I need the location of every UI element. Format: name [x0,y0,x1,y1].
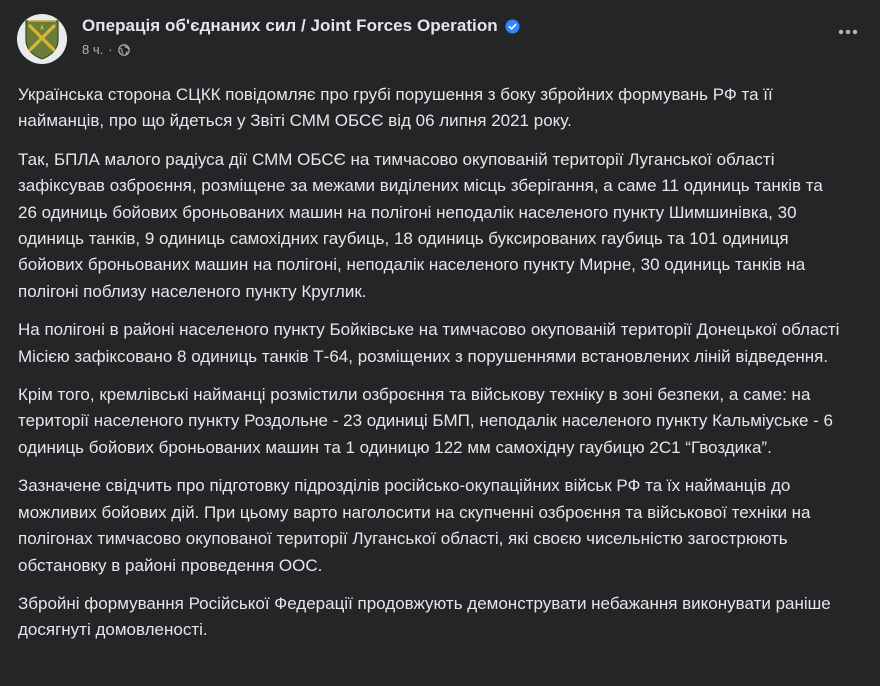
post-paragraph-6: Збройні формування Російської Федерації продовжують демонструвати небажання виконувати раніше досягнуті домовленості. [18,593,831,640]
post-paragraph-4: Крім того, кремлівські найманці розмістили озброєння та військову техніку в зоні безпеки, а саме: на території населеного пункту Роздольне - 23 одиниці БМП, неподалік населеного пункту Кальміуське - 6 одиниць бойових броньованих машин та 1 одиницю 122 мм самохідну гаубицю 2С1 “Гвоздика”. [18,385,833,457]
post-paragraph-3: На полігоні в районі населеного пункту Бойківське на тимчасово окупованій території Донецької області Місією зафіксовано 8 одиниць танків Т-64, розміщених з порушеннями встановлених ліній відведення. [18,320,840,366]
post-timestamp[interactable]: 8 ч. [82,42,104,57]
post-subline [82,42,520,57]
post-header [17,14,864,70]
globe-icon[interactable] [118,44,130,56]
post-paragraph-2: Так, БПЛА малого радіуса дії СММ ОБСЄ на тимчасово окупованій території Луганської області зафіксував озброєння, розміщене за межами виділених місць зберігання, а саме 11 одиниць танків та 26 одиниць бойових броньованих машин на полігоні неподалік населеного пункту Шимшинівка, 30 одиниць танків, 9 одиниць самохідних гаубиць, 18 одиниць буксированих гаубиць та 101 одиниця бойових броньованих машин на полігоні, неподалік населеного пункту Мирне, 30 одиниць танків на полігоні поблизу населеного пункту Круглик. [18,149,823,301]
post-paragraph-1: Українська сторона СЦКК повідомляє про грубі порушення з боку збройних формувань РФ та її найманців, про що йдеться у Звіті СММ ОБСЄ від 06 липня 2021 року. [18,85,773,131]
separator-dot: · [108,42,113,57]
more-options-icon [838,29,858,35]
author-name[interactable]: Операція об'єднаних сил / Joint Forces Operation [82,16,498,35]
author-row [82,16,520,36]
joint-forces-emblem-icon [22,18,62,60]
verified-badge-icon [505,19,520,34]
more-options-button[interactable] [830,22,866,42]
post-body [17,82,864,644]
post-meta [82,16,520,57]
page-avatar[interactable] [17,14,67,64]
post-paragraph-5: Зазначене свідчить про підготовку підрозділів російсько-окупаційних військ РФ та їх найманців до можливих бойових дій. При цьому варто наголосити на скупченні озброєння та військової техніки на полігонах тимчасово окупованої території Луганської області, які своєю чисельністю загострюють обстановку в районі проведення ООС. [18,476,811,575]
